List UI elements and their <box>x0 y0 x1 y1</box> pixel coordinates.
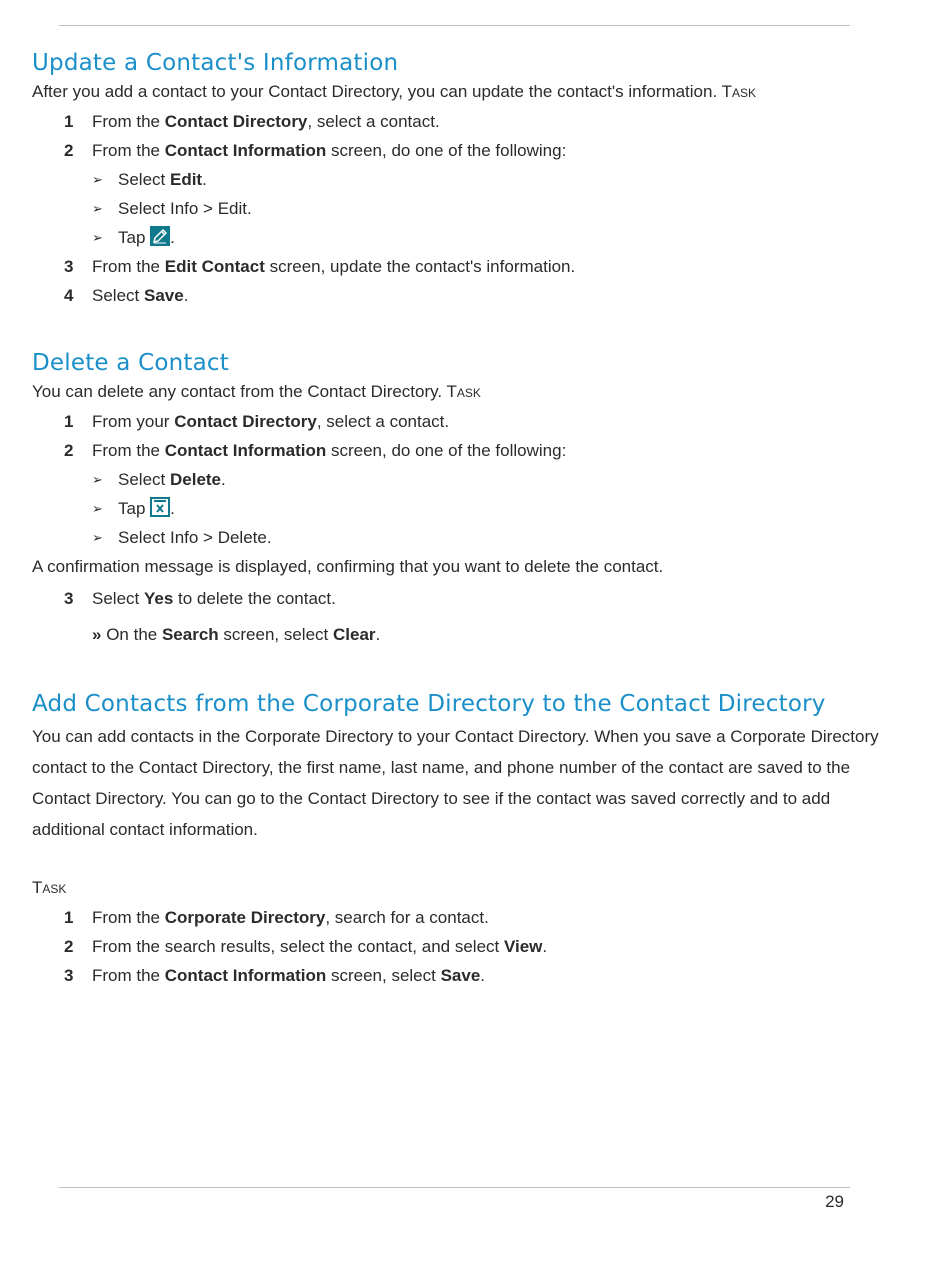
step-item: 3 From the Edit Contact screen, update the contact's information. <box>64 257 576 276</box>
option-item: ➢ Tap . <box>92 497 902 521</box>
step-item: 2 From the Contact Information screen, do one of the following: ➢ Select Edit. ➢ Select Info > Edit. ➢ Tap . <box>32 139 902 250</box>
result-note: » On the Search screen, select Clear. <box>92 625 381 644</box>
option-list <box>32 468 902 550</box>
page-number: 29 <box>825 1192 844 1211</box>
arrowhead-bullet-icon: ➢ <box>92 172 103 187</box>
arrowhead-bullet-icon: ➢ <box>92 472 103 487</box>
option-list <box>32 168 902 250</box>
option-item: ➢ Tap . <box>92 226 902 250</box>
step-list <box>32 410 902 550</box>
step-item: 2 From the Contact Information screen, do one of the following: ➢ Select Delete. ➢ Tap . ➢ Select Info > Delete. <box>32 439 902 550</box>
step-item: 3 Select Yes to delete the contact. <box>64 589 336 608</box>
step-item: 3 From the Contact Information screen, select Save. <box>64 966 486 985</box>
section-paragraph: You can add contacts in the Corporate Directory to your Contact Directory. When you save a Corporate Directory contact to the Contact Directory, the first name, last name, and phone number of the contact are saved to the Contact Directory. You can go to the Contact Directory to see if the contact was saved correctly and to add additional contact information. <box>32 727 879 839</box>
step-item: 1 From the Contact Directory, select a contact. <box>64 112 440 131</box>
section-intro: You can delete any contact from the Contact Directory. TASK <box>32 382 481 401</box>
step-list <box>32 906 902 988</box>
header-rule <box>59 25 850 26</box>
delete-trash-icon <box>150 497 170 517</box>
option-item: ➢ Select Delete. <box>92 468 902 492</box>
section-update-contact <box>32 48 902 308</box>
section-intro: After you add a contact to your Contact Directory, you can update the contact's information. TASK <box>32 82 757 101</box>
step-item: 4 Select Save. <box>64 286 189 305</box>
option-item: ➢ Select Info > Delete. <box>92 526 902 550</box>
edit-pencil-icon <box>150 226 170 246</box>
task-label: TASK <box>32 878 67 897</box>
option-item: ➢ Select Edit. <box>92 168 902 192</box>
section-delete-contact <box>32 348 902 647</box>
arrowhead-bullet-icon: ➢ <box>92 201 103 216</box>
option-item: ➢ Select Info > Edit. <box>92 197 902 221</box>
section-title: Delete a Contact <box>32 350 229 376</box>
step-item: 1 From your Contact Directory, select a contact. <box>64 412 450 431</box>
section-add-corporate-contacts <box>32 689 902 988</box>
footer-rule <box>59 1187 850 1188</box>
task-label: TASK <box>446 382 481 401</box>
confirmation-text: A confirmation message is displayed, confirming that you want to delete the contact. <box>32 557 664 576</box>
section-title: Add Contacts from the Corporate Directory to the Contact Directory <box>32 691 826 717</box>
step-item: 2 From the search results, select the contact, and select View. <box>64 937 548 956</box>
task-label: TASK <box>721 82 757 101</box>
arrowhead-bullet-icon: ➢ <box>92 230 103 245</box>
section-title: Update a Contact's Information <box>32 50 399 76</box>
step-item: 1 From the Corporate Directory, search for a contact. <box>64 908 489 927</box>
step-list <box>32 587 902 611</box>
arrowhead-bullet-icon: ➢ <box>92 530 103 545</box>
step-list <box>32 110 902 308</box>
arrowhead-bullet-icon: ➢ <box>92 501 103 516</box>
